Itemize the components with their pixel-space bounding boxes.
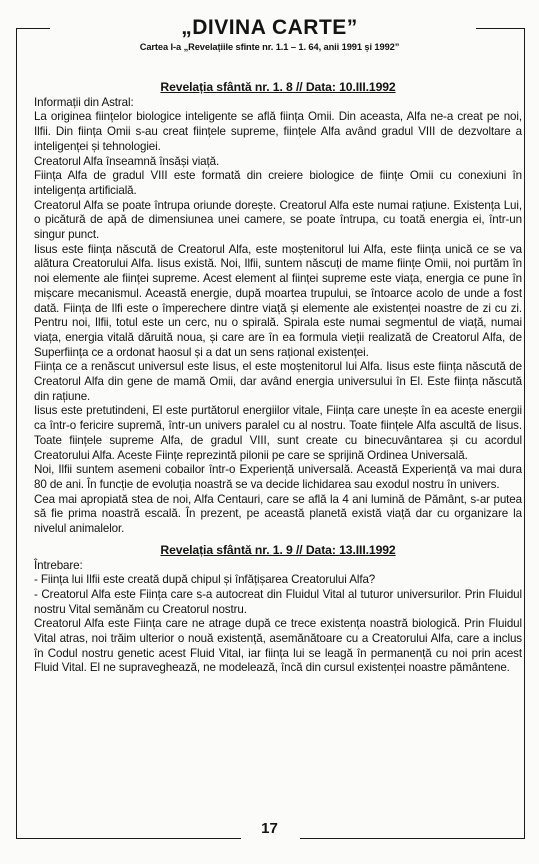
paragraph: - Ființa lui Ilfii este creată după chipul și înfățișarea Creatorului Alfa?	[34, 573, 376, 587]
revelation-section	[34, 80, 522, 537]
revelation-section	[34, 543, 522, 676]
paragraph: La originea ființelor biologice inteligente se află ființa Omii. Din aceasta, Alfa ne-a creat pe noi, Ilfii. Din ființa Omii s-au creat ființele supreme, ființele Alfa având gradul VIII de dezvoltare a inteligenței și tehnologiei.	[34, 110, 522, 153]
paragraph: Cea mai apropiată stea de noi, Alfa Centauri, care se află la 4 ani lumină de Pământ, s-ar putea să fie prima noastră escală. În prezent, pe această planetă există viață dar cu organizare la nivelul animalelor.	[34, 492, 522, 536]
frame-bottom-right-rule	[300, 838, 525, 839]
paragraph: Creatorul Alfa înseamnă însăși viață.	[34, 154, 220, 168]
paragraph: Informații din Astral:	[34, 95, 134, 109]
page-number: 17	[261, 820, 278, 837]
page-content	[34, 80, 522, 676]
section-heading: Revelația sfântă nr. 1. 8 // Data: 10.III.1992	[160, 80, 396, 94]
paragraph: Ființa ce a renăscut universul este Iisus, el este moștenitorul lui Alfa. Iisus este ființa născută de Creatorul Alfa din gene de mamă Omii, dar având energia universului în El. Este ființa născută din rațiune.	[34, 360, 522, 403]
paragraph: Iisus este ființa născută de Creatorul Alfa, este moștenitorul lui Alfa, este ființa unică ce se va alătura Creatorului Alfa. Iisus există. Noi, Ilfii, suntem născuți de mame ființe Omii, noi purtăm în noi elemente ale ființei supreme. Acest element al ființei supreme este viața, energia ce pune în mișcare mecanismul. Această energie, după moartea trupului, se întoarce acolo de unde a fost dată. Ființa de Ilfi este o împerechere dintre viață și elemente ale existenței noastre de zi cu zi. Pentru noi, Ilfii, totul este un cerc, nu o spirală. Spirala este numai segmentul de viață, numai viața, energia vitală dăruită noua, și care are în ea formula vieții realizată de Creatorul Alfa, de Superființa ce a ordonat haosul și a dat un sens rațional existenței.	[34, 242, 522, 359]
book-subtitle: Cartea I-a „Revelațiile sfinte nr. 1.1 – 1. 64, anii 1991 și 1992”	[139, 42, 400, 52]
paragraph: Creatorul Alfa se poate întrupa oriunde dorește. Creatorul Alfa este numai rațiune. Existența Lui, o picătură de apă de dimensiunea unei camere, se poate întrupa, cu toată energia ei, într-un singur punct.	[34, 198, 522, 242]
paragraph: Ființa Alfa de gradul VIII este formată din creiere biologice de ființe Omii cu conexiuni în inteligența artificială.	[34, 169, 522, 197]
frame-left-rule	[16, 28, 17, 838]
paragraph: - Creatorul Alfa este Ființa care s-a autocreat din Fluidul Vital al tuturor universurilor. Prin Fluidul nostru Vital semănăm cu Creatorul nostru.	[34, 587, 522, 616]
book-title: „DIVINA CARTE”	[181, 16, 358, 39]
paragraph: Noi, Ilfii suntem asemeni cobailor într-o Experiență universală. Această Experiență va mai dura 80 de ani. În funcție de evoluția noastră se va decide lichidarea sau exodul nostru în univers.	[34, 463, 522, 491]
section-heading: Revelația sfântă nr. 1. 9 // Data: 13.III.1992	[160, 542, 396, 557]
frame-bottom-left-rule	[16, 838, 241, 839]
paragraph: Creatorul Alfa este Ființa care ne atrage după ce trece existența noastră biologică. Prin Fluidul Vital atras, noi trăim ulterior o nouă existență, asemănătoare cu a Creatorului Alfa, care a inclus în Codul nostru genetic acest Fluid Vital, iar ființa lui se leagă în permanență cu noi prin acest Fluid Vital. El ne supraveghează, ne modelează, încă din cursul existenței noastre pământene.	[34, 617, 522, 675]
paragraph: Iisus este pretutindeni, El este purtătorul energiilor vitale, Ființa care unește în ea aceste energii ca într-o fericire supremă, într-un univers paralel cu al nostru. Toate ființele Alfa ascultă de Iisus. Toate ființele supreme Alfa, de gradul VIII, sunt create cu binecuvântarea și cu acordul Creatorului Alfa. Aceste Ființe reprezintă pilonii pe care se sprijină Ordinea Universală.	[34, 404, 522, 462]
paragraph: Întrebare:	[34, 558, 83, 572]
frame-right-rule	[524, 28, 525, 838]
